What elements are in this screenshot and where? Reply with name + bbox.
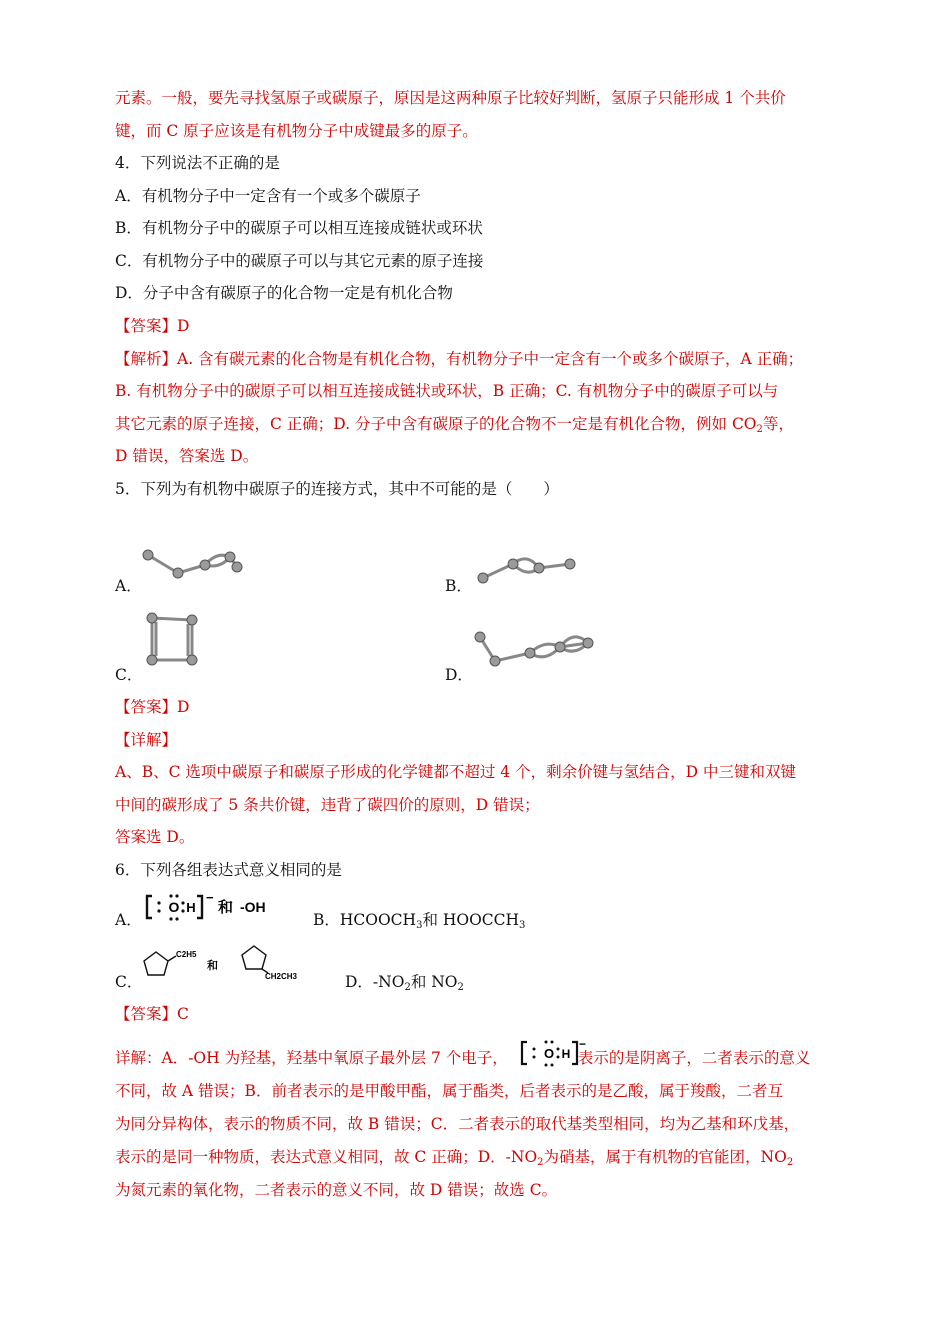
oxygen-symbol: O [168,899,180,915]
option-5a-label: A． [115,577,142,595]
hydroxide-lewis-inline-image [518,1038,586,1070]
explanation-6: 表示的是同一种物质，表达式意义相同，故 C 正确；D．$-NO_2$为硝基，属于有机物的官能团，$NO_2$ [115,1148,794,1168]
answer-6: 【答案】C [115,1005,189,1023]
answer-5: 【答案】D [115,698,190,716]
explanation-5: A、B、C 选项中碳原子和碳原子形成的化学键都不超过 4 个，剩余价键与氢结合，D 中三键和双键 [115,763,796,781]
hydroxide-lewis-image [143,892,273,924]
option-6a-label: A． [115,911,142,929]
charge-symbol: − [579,1038,586,1051]
explanation-5: 中间的碳形成了 5 条共价键，违背了碳四价的原则，D 错误； [115,796,540,814]
and-word: 和 [218,898,234,916]
option-4b: B．有机物分子中的碳原子可以相互连接成链状或环状 [115,219,483,237]
option-5d-label: D． [445,666,473,684]
explanation-6: 为氮元素的氧化物，二者表示的意义不同，故 D 错误；故选 C。 [115,1181,558,1199]
carbon-ring-c-image [140,610,205,670]
option-4d: D．分子中含有碳原子的化合物一定是有机化合物 [115,284,453,302]
explanation-6: 为同分异构体，表示的物质不同，故 B 错误；C．二者表示的取代基类型相同，均为乙基和环戊基， [115,1115,800,1133]
option-4c: C．有机物分子中的碳原子可以与其它元素的原子连接 [115,252,484,270]
explanation-4: B. 有机物分子中的碳原子可以相互连接成链状或环状，B 正确；C. 有机物分子中的碳原子可以与 [115,382,779,400]
ethyl-label-left: C2H5 [176,950,197,959]
option-6c-label: C． [115,973,143,991]
charge-symbol: − [206,892,214,905]
carbon-chain-b-image [475,550,585,588]
carbon-chain-a-image [140,545,245,585]
ethyl-label-right: CH2CH3 [265,972,298,981]
and-word: 和 [207,959,218,972]
option-6d: D．$-NO_2$和 $NO_2$ [345,973,464,993]
explanation-4: 【解析】A. 含有碳元素的化合物是有机化合物，有机物分子中一定含有一个或多个碳原子，A 正确； [115,350,804,368]
hydrogen-symbol: H [186,900,196,915]
hydrogen-symbol: H [561,1047,571,1061]
cyclopentyl-structures-image [140,940,315,985]
answer-4: 【答案】D [115,317,190,335]
oxygen-symbol: O [543,1046,555,1061]
explanation-line: 元素。一般，要先寻找氢原子或碳原子，原因是这两种原子比较好判断，氢原子只能形成 1 个共价 [115,89,786,107]
explanation-line: 键，而 C 原子应该是有机物分子中成键最多的原子。 [115,122,478,140]
explanation-4: 其它元素的原子连接，C 正确；D. 分子中含有碳原子的化合物不一定是有机化合物，例如 $CO_2$等， [115,415,794,435]
question-4: 4．下列说法不正确的是 [115,154,280,172]
question-6: 6．下列各组表达式意义相同的是 [115,861,342,879]
hydroxyl-label: -OH [240,899,266,915]
option-6b: B．$HCOOCH_3$和 $HOOCCH_3$ [313,911,526,931]
detail-heading-5: 【详解】 [115,731,178,749]
explanation-4: D 错误，答案选 D。 [115,447,259,465]
explanation-5: 答案选 D。 [115,828,195,846]
option-4a: A．有机物分子中一定含有一个或多个碳原子 [115,187,421,205]
carbon-chain-d-image [470,625,600,675]
question-5: 5．下列为有机物中碳原子的连接方式，其中不可能的是（ ） [115,480,559,498]
explanation-6: 详解：A．-OH 为羟基，羟基中氧原子最外层 7 个电子， 表示的是阴离子，二者表示的意义 [115,1049,811,1067]
explanation-6: 不同，故 A 错误；B．前者表示的是甲酸甲酯，属于酯类，后者表示的是乙酸，属于羧酸，二者互 [115,1082,783,1100]
option-5b-label: B． [445,577,472,595]
option-5c-label: C． [115,666,143,684]
